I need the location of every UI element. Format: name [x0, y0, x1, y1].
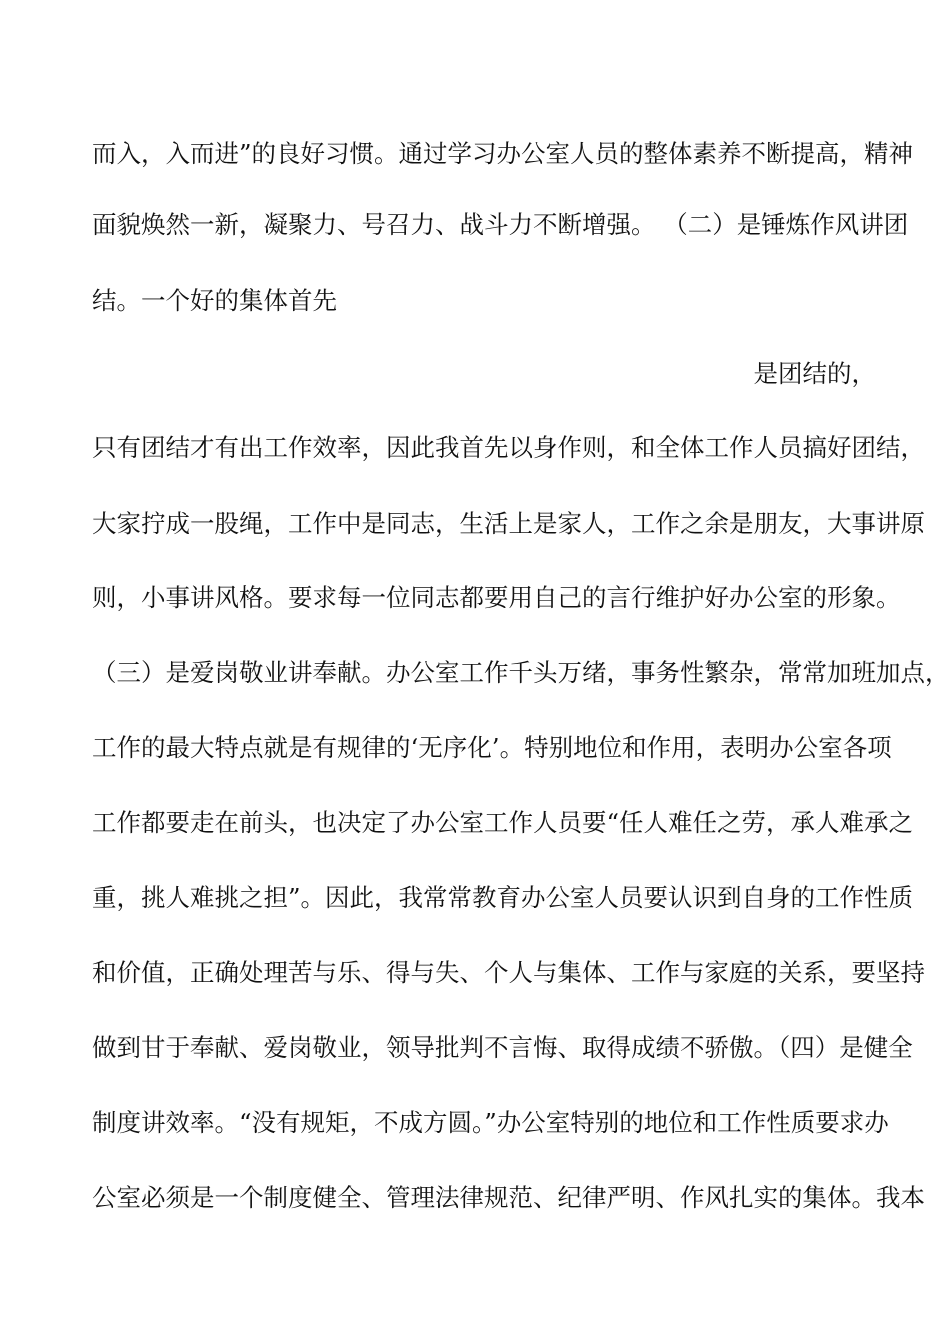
text-line: （三）是爱岗敬业讲奉献。办公室工作千头万绪，事务性繁杂，常常加班加点， [92, 658, 950, 687]
text-line: 是团结的， [753, 359, 876, 388]
text-line: 制度讲效率。“没有规矩，不成方圆。”办公室特别的地位和工作性质要求办 [92, 1108, 889, 1137]
text-line: 面貌焕然一新，凝聚力、号召力、战斗力不断增强。 （二）是锤炼作风讲团 [92, 210, 909, 239]
text-line: 工作都要走在前头，也决定了办公室工作人员要“任人难任之劳，承人难承之 [92, 808, 914, 837]
text-line: 则，小事讲风格。要求每一位同志都要用自己的言行维护好办公室的形象。 [92, 583, 901, 612]
text-line: 大家拧成一股绳，工作中是同志，生活上是家人，工作之余是朋友，大事讲原 [92, 509, 925, 538]
text-line: 工作的最大特点就是有规律的‘无序化’。特别地位和作用，表明办公室各项 [92, 733, 892, 762]
text-line: 和价值，正确处理苦与乐、得与失、个人与集体、工作与家庭的关系，要坚持 [92, 958, 925, 987]
text-line: 而入，入而进”的良好习惯。通过学习办公室人员的整体素养不断提高，精神 [92, 139, 914, 168]
text-line: 只有团结才有出工作效率，因此我首先以身作则，和全体工作人员搞好团结， [92, 433, 925, 462]
text-line: 结。一个好的集体首先 [92, 286, 337, 315]
text-line: 做到甘于奉献、爱岗敬业，领导批判不言悔、取得成绩不骄傲。（四）是健全 [92, 1033, 913, 1062]
text-line: 公室必须是一个制度健全、管理法律规范、纪律严明、作风扎实的集体。我本 [92, 1183, 925, 1212]
text-line: 重，挑人难挑之担”。因此，我常常教育办公室人员要认识到自身的工作性质 [92, 883, 914, 912]
